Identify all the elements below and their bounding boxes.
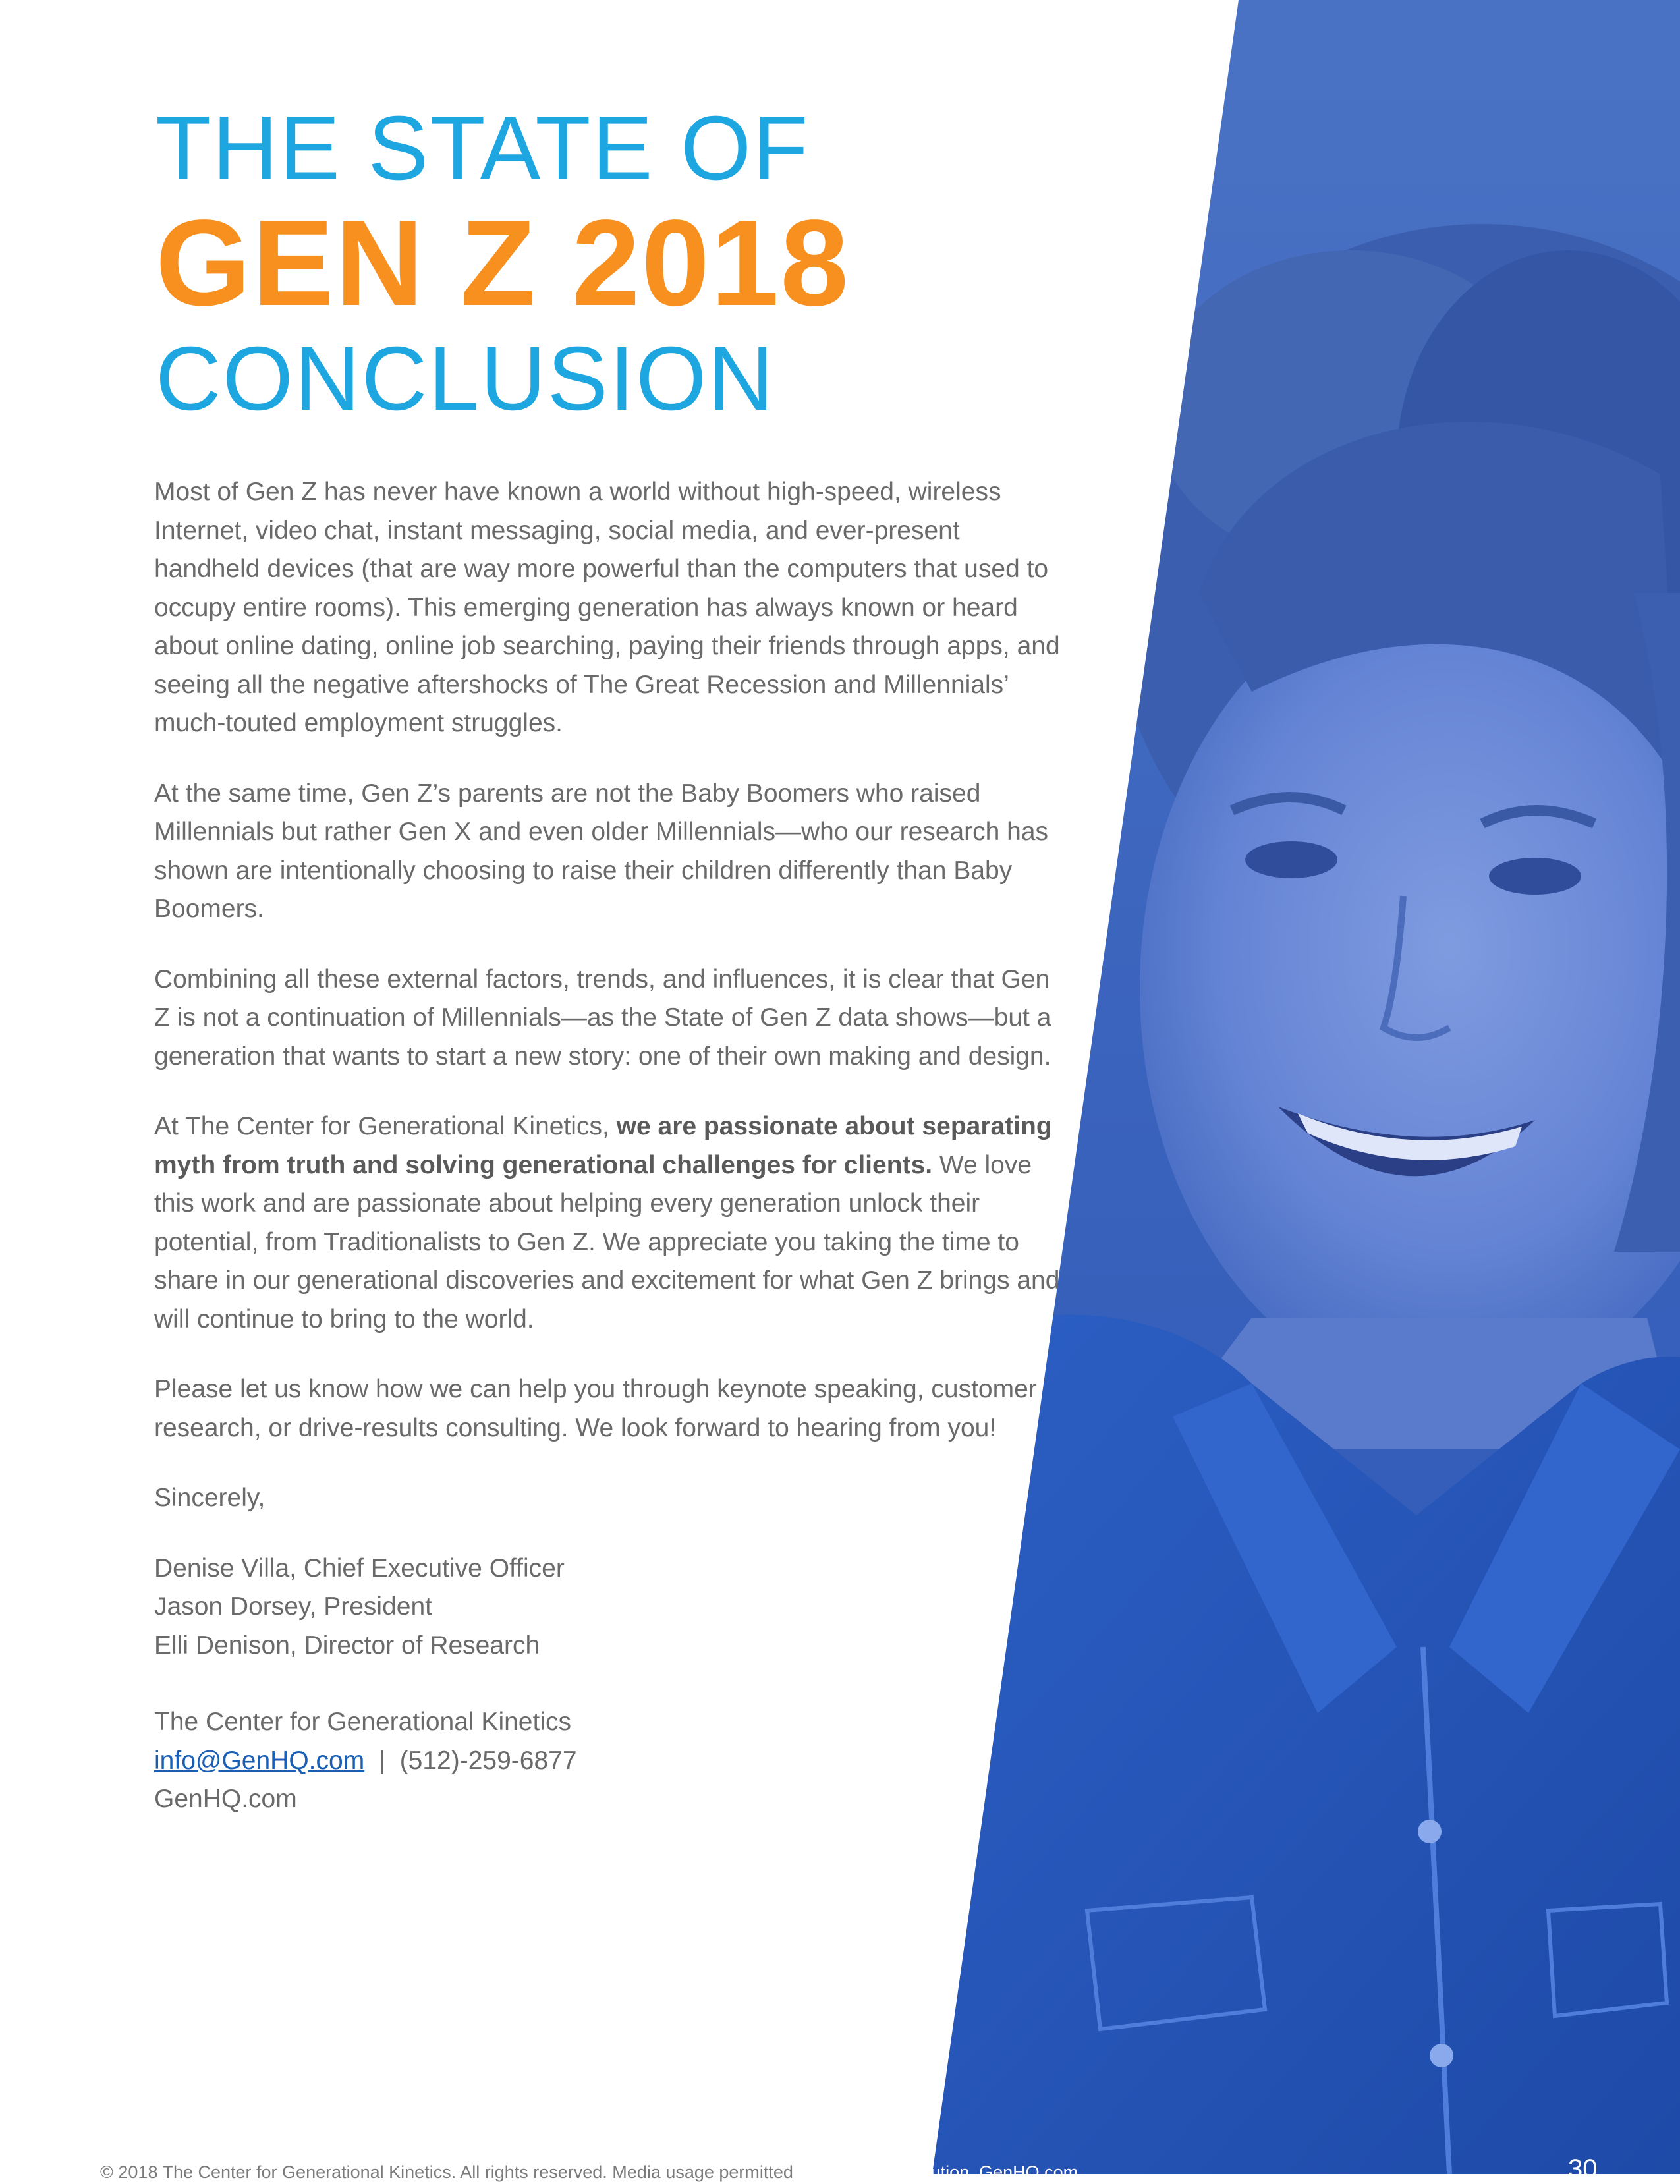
title-line-1: THE STATE OF [155, 98, 810, 199]
contact-org: The Center for Generational Kinetics [154, 1708, 571, 1736]
website: GenHQ.com [154, 1785, 297, 1813]
contact-line [154, 1742, 1063, 1781]
paragraph-4 [154, 1107, 1063, 1339]
paragraph-3: Combining all these external factors, trends, and influences, it is clear that Gen Z is not a continuation of Millennials—as the State of Gen Z data shows—but a generation that wants to start a new story: one of their own making and design. [154, 965, 1051, 1071]
contact-block [154, 1703, 1063, 1819]
paragraph-5: Please let us know how we can help you through keynote speaking, customer research, or drive-results consulting. We look forward to hearing from you! [154, 1375, 1037, 1442]
paragraph-4-emphasis: we are passionate about separating myth from truth and solving generational challenges for clients. [154, 1112, 1052, 1179]
title-line-3: CONCLUSION [155, 328, 775, 430]
title-line-2: GEN Z 2018 [155, 195, 850, 331]
signatories [154, 1550, 1063, 1666]
paragraph-2: At the same time, Gen Z’s parents are not the Baby Boomers who raised Millennials but rather Gen X and even older Millennials—who our research has shown are intentionally choosing to raise their children differently than Baby Boomers. [154, 779, 1049, 923]
email-link[interactable]: info@GenHQ.com [154, 1746, 365, 1775]
footer-copyright: © 2018 The Center for Generational Kinetics. All rights reserved. Media usage permitted [100, 2162, 793, 2182]
page-header [155, 99, 1078, 428]
conclusion-body [154, 473, 1063, 1851]
contact-separator: | [378, 1746, 386, 1775]
signatory-1: Denise Villa, Chief Executive Officer [154, 1554, 565, 1582]
footer [100, 2162, 1078, 2183]
signatory-2: Jason Dorsey, President [154, 1592, 432, 1621]
paragraph-4-intro: At The Center for Generational Kinetics, [154, 1112, 617, 1140]
page-number: 30 [1568, 2154, 1598, 2183]
footer-attribution: with proper attribution. GenHQ.com [798, 2162, 1078, 2182]
paragraph-1: Most of Gen Z has never have known a world without high-speed, wireless Internet, video chat, instant messaging, social media, and ever-present handheld devices (that are way more powerful than the computers that used to occupy entire rooms). This emerging generation has always known or heard about online dating, online job searching, paying their friends through apps, and seeing all the negative aftershocks of The Great Recession and Millennials’ much-touted employment struggles. [154, 478, 1060, 737]
closing: Sincerely, [154, 1484, 266, 1512]
paragraph-4-rest: We love this work and are passionate about helping every generation unlock their potential, from Traditionalists to Gen Z. We appreciate you taking the time to share in our generational discoveries and excitement for what Gen Z brings and will continue to bring to the world. [154, 1150, 1060, 1333]
phone-number: (512)-259-6877 [399, 1746, 577, 1775]
signatory-3: Elli Denison, Director of Research [154, 1631, 540, 1660]
